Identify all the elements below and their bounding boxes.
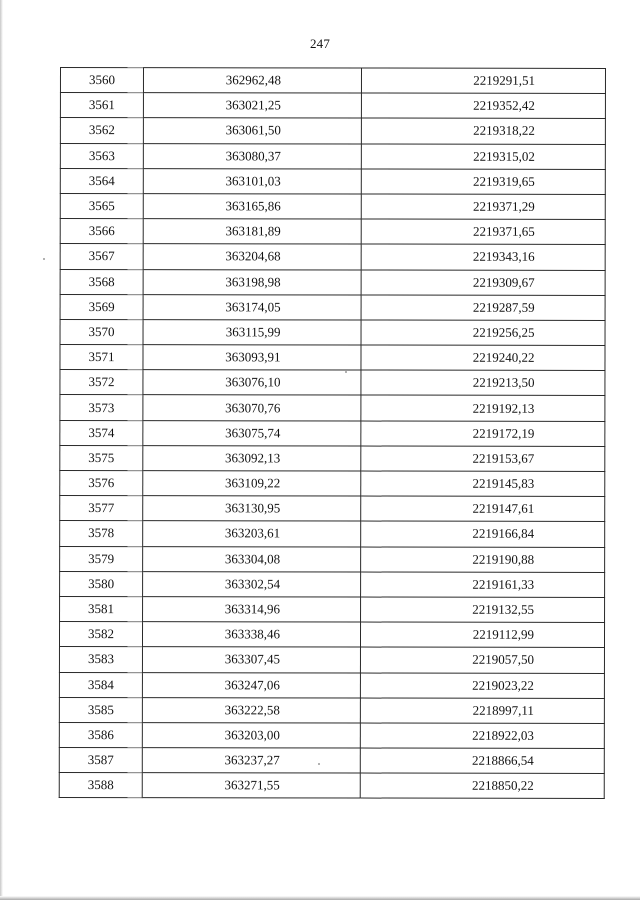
point-number-cell: 3568 <box>60 269 143 294</box>
point-number-cell: 3570 <box>60 319 143 344</box>
point-number-cell: 3572 <box>60 370 143 395</box>
table-row <box>59 622 604 648</box>
y-coordinate-cell: 2219161,33 <box>361 572 605 598</box>
coordinates-table-body <box>59 68 605 799</box>
y-coordinate-cell: 2219147,61 <box>361 496 605 522</box>
table-row <box>60 521 605 547</box>
point-number-cell: 3582 <box>59 622 142 647</box>
x-coordinate-cell: 363302,54 <box>143 571 361 597</box>
point-number-cell: 3586 <box>59 722 142 747</box>
y-coordinate-cell: 2219023,22 <box>360 673 604 699</box>
x-coordinate-cell: 363092,13 <box>143 445 361 471</box>
point-number-cell: 3580 <box>60 571 143 596</box>
y-coordinate-cell: 2219057,50 <box>360 647 604 673</box>
table-row <box>60 269 605 295</box>
x-coordinate-cell: 363203,00 <box>142 723 360 749</box>
y-coordinate-cell: 2219145,83 <box>361 471 605 497</box>
point-number-cell: 3576 <box>60 471 143 496</box>
table-row <box>60 319 605 345</box>
y-coordinate-cell: 2218997,11 <box>360 698 604 724</box>
x-coordinate-cell: 363338,46 <box>142 622 360 648</box>
x-coordinate-cell: 363070,76 <box>143 395 361 421</box>
table-row <box>60 420 605 446</box>
y-coordinate-cell: 2219315,02 <box>361 144 605 170</box>
y-coordinate-cell: 2219190,88 <box>361 547 605 573</box>
x-coordinate-cell: 363222,58 <box>142 697 360 723</box>
point-number-cell: 3564 <box>60 168 143 193</box>
point-number-cell: 3585 <box>59 697 142 722</box>
x-coordinate-cell: 363061,50 <box>143 118 361 144</box>
y-coordinate-cell: 2219287,59 <box>361 295 605 321</box>
x-coordinate-cell: 363181,89 <box>143 219 361 245</box>
table-row <box>59 722 604 748</box>
point-number-cell: 3579 <box>60 546 143 571</box>
x-coordinate-cell: 363021,25 <box>143 93 361 119</box>
table-row <box>60 143 605 169</box>
y-coordinate-cell: 2219343,16 <box>361 244 605 270</box>
y-coordinate-cell: 2219319,65 <box>361 169 605 195</box>
x-coordinate-cell: 363203,61 <box>143 521 361 547</box>
y-coordinate-cell: 2219371,65 <box>361 219 605 245</box>
table-row <box>59 672 604 698</box>
x-coordinate-cell: 363304,08 <box>143 546 361 572</box>
y-coordinate-cell: 2219240,22 <box>361 345 605 371</box>
x-coordinate-cell: 363165,86 <box>143 194 361 220</box>
point-number-cell: 3581 <box>60 596 143 621</box>
coordinates-table <box>59 67 606 799</box>
x-coordinate-cell: 363093,91 <box>143 345 361 371</box>
scan-edge-left <box>0 0 3 900</box>
table-row <box>60 244 605 270</box>
x-coordinate-cell: 363307,45 <box>142 647 360 673</box>
table-row <box>60 219 605 245</box>
table-row <box>60 370 605 396</box>
table-row <box>60 193 605 219</box>
point-number-cell: 3569 <box>60 294 143 319</box>
table-row <box>60 445 605 471</box>
point-number-cell: 3587 <box>59 748 142 773</box>
point-number-cell: 3571 <box>60 345 143 370</box>
y-coordinate-cell: 2219256,25 <box>361 320 605 346</box>
x-coordinate-cell: 363076,10 <box>143 370 361 396</box>
table-row <box>60 93 605 119</box>
x-coordinate-cell: 363247,06 <box>142 672 360 698</box>
table-row <box>59 697 604 723</box>
point-number-cell: 3575 <box>60 445 143 470</box>
y-coordinate-cell: 2219172,19 <box>361 421 605 447</box>
point-number-cell: 3573 <box>60 395 143 420</box>
y-coordinate-cell: 2218850,22 <box>360 773 604 799</box>
y-coordinate-cell: 2219166,84 <box>361 521 605 547</box>
point-number-cell: 3577 <box>60 496 143 521</box>
scan-edge-bottom <box>0 896 640 900</box>
x-coordinate-cell: 363198,98 <box>143 269 361 295</box>
x-coordinate-cell: 362962,48 <box>143 68 361 94</box>
page-number: 247 <box>309 36 331 51</box>
point-number-cell: 3578 <box>60 521 143 546</box>
x-coordinate-cell: 363109,22 <box>143 471 361 497</box>
y-coordinate-cell: 2219318,22 <box>361 118 605 144</box>
table-row <box>60 596 605 622</box>
table-row <box>59 773 604 799</box>
table-row <box>60 345 605 371</box>
point-number-cell: 3565 <box>60 193 143 218</box>
point-number-cell: 3588 <box>59 773 142 798</box>
point-number-cell: 3567 <box>60 244 143 269</box>
y-coordinate-cell: 2219371,29 <box>361 194 605 220</box>
table-row <box>60 118 605 144</box>
x-coordinate-cell: 363174,05 <box>143 294 361 320</box>
y-coordinate-cell: 2219352,42 <box>361 93 605 119</box>
table-row <box>60 471 605 497</box>
x-coordinate-cell: 363080,37 <box>143 143 361 169</box>
y-coordinate-cell: 2219213,50 <box>361 370 605 396</box>
x-coordinate-cell: 363314,96 <box>143 597 361 623</box>
point-number-cell: 3562 <box>60 118 143 143</box>
y-coordinate-cell: 2219309,67 <box>361 270 605 296</box>
table-row <box>60 571 605 597</box>
x-coordinate-cell: 363271,55 <box>142 773 360 799</box>
table-row <box>59 748 604 774</box>
y-coordinate-cell: 2218866,54 <box>360 748 604 774</box>
y-coordinate-cell: 2219153,67 <box>361 446 605 472</box>
x-coordinate-cell: 363101,03 <box>143 168 361 194</box>
table-row <box>59 647 604 673</box>
table-row <box>60 546 605 572</box>
y-coordinate-cell: 2219112,99 <box>360 622 604 648</box>
point-number-cell: 3584 <box>59 672 142 697</box>
point-number-cell: 3566 <box>60 219 143 244</box>
x-coordinate-cell: 363115,99 <box>143 320 361 346</box>
scan-speck <box>43 258 45 260</box>
x-coordinate-cell: 363237,27 <box>142 748 360 774</box>
y-coordinate-cell: 2218922,03 <box>360 723 604 749</box>
point-number-cell: 3574 <box>60 420 143 445</box>
x-coordinate-cell: 363130,95 <box>143 496 361 522</box>
y-coordinate-cell: 2219291,51 <box>361 68 605 94</box>
x-coordinate-cell: 363204,68 <box>143 244 361 270</box>
point-number-cell: 3561 <box>60 93 143 118</box>
table-row <box>60 68 605 94</box>
y-coordinate-cell: 2219192,13 <box>361 395 605 421</box>
y-coordinate-cell: 2219132,55 <box>361 597 605 623</box>
table-row <box>60 395 605 421</box>
table-row <box>60 294 605 320</box>
table-row <box>60 496 605 522</box>
point-number-cell: 3560 <box>60 68 143 93</box>
x-coordinate-cell: 363075,74 <box>143 420 361 446</box>
point-number-cell: 3563 <box>60 143 143 168</box>
point-number-cell: 3583 <box>59 647 142 672</box>
table-row <box>60 168 605 194</box>
